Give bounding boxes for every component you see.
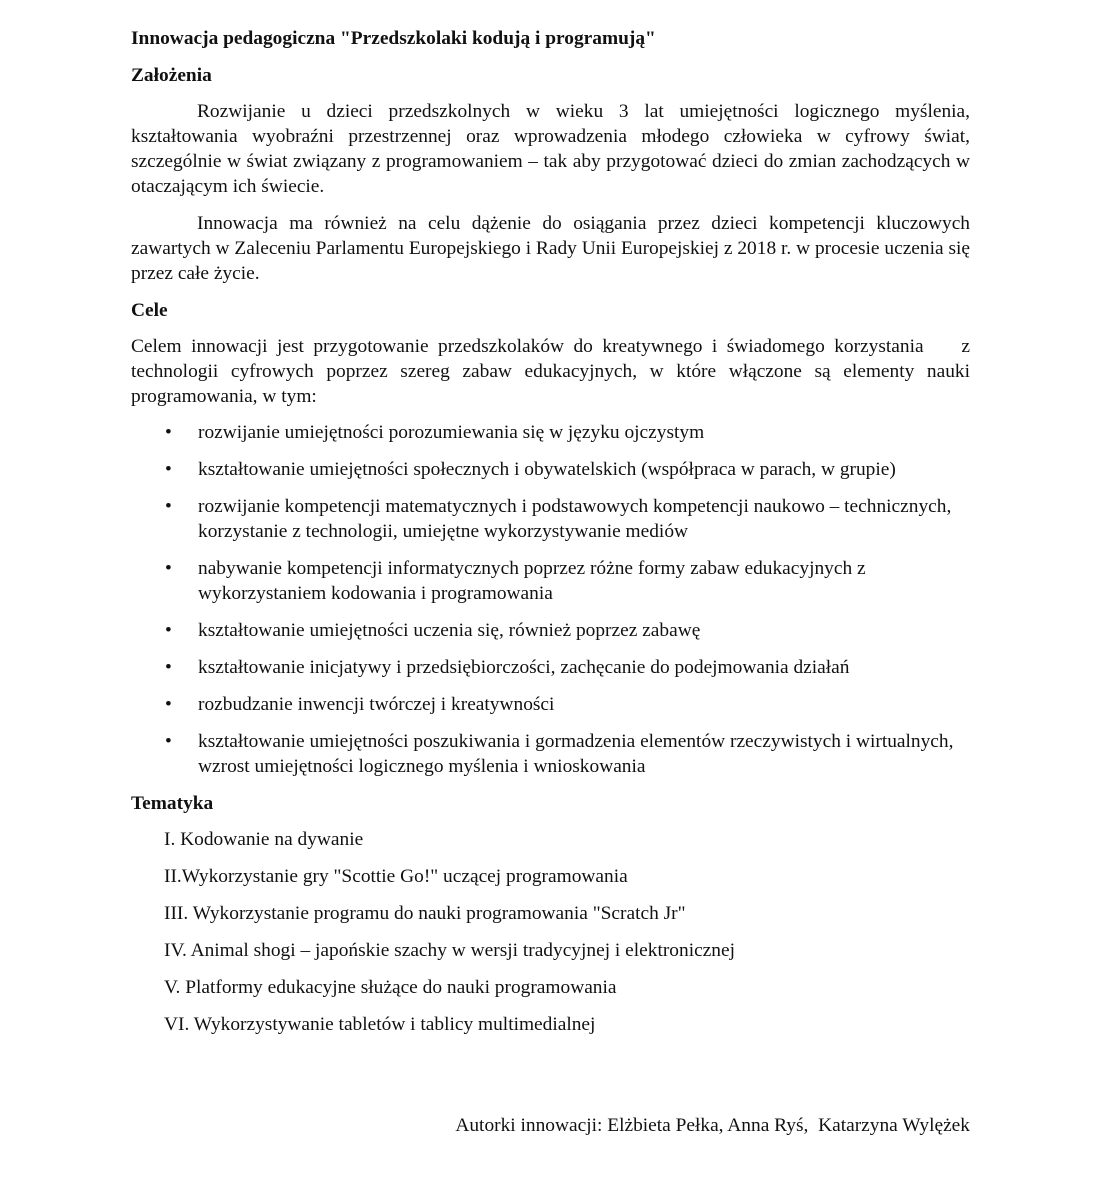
list-item-text: nabywanie kompetencji informatycznych poprzez różne formy zabaw edukacyjnych z wykorzystaniem kodowania i programowania <box>198 558 866 604</box>
list-item-text: kształtowanie umiejętności poszukiwania i gormadzenia elementów rzeczywistych i wirtualnych, wzrost umiejętności logicznego myślenia i wnioskowania <box>198 731 954 777</box>
list-item-text: kształtowanie umiejętności społecznych i obywatelskich (współpraca w parach, w grupie) <box>198 459 896 480</box>
topics-list <box>131 827 970 1037</box>
topic-item: II.Wykorzystanie gry "Scottie Go!" uczącej programowania <box>164 866 628 887</box>
section-heading-cele: Cele <box>131 300 168 321</box>
list-item-text: rozbudzanie inwencji twórczej i kreatywności <box>198 694 555 715</box>
list-item <box>131 729 970 779</box>
bullet-icon: • <box>165 496 172 517</box>
list-item <box>131 556 970 606</box>
bullet-icon: • <box>165 558 172 579</box>
list-item <box>131 692 970 717</box>
topic-item: IV. Animal shogi – japońskie szachy w wersji tradycyjnej i elektronicznej <box>164 940 735 961</box>
document-body <box>131 26 975 1049</box>
topic-item: V. Platformy edukacyjne służące do nauki programowania <box>164 977 617 998</box>
bullet-icon: • <box>165 459 172 480</box>
list-item-text: rozwijanie kompetencji matematycznych i podstawowych kompetencji naukowo – technicznych, korzystanie z technologii, umiejętne wykorzystywanie mediów <box>198 496 952 542</box>
list-item <box>131 420 970 445</box>
authors-signature: Autorki innowacji: Elżbieta Pełka, Anna Ryś, Katarzyna Wylężek <box>455 1115 970 1136</box>
list-item-text: rozwijanie umiejętności porozumiewania się w języku ojczystym <box>198 422 705 443</box>
list-item-text: kształtowanie umiejętności uczenia się, również poprzez zabawę <box>198 620 701 641</box>
cele-intro-paragraph: Celem innowacji jest przygotowanie przedszkolaków do kreatywnego i świadomego korzystania z technologii cyfrowych poprzez szereg zabaw edukacyjnych, w które włączone są elementy nauki programowania, w tym: <box>131 336 975 407</box>
list-item <box>131 457 970 482</box>
zalozenia-paragraph-1: Rozwijanie u dzieci przedszkolnych w wieku 3 lat umiejętności logicznego myślenia, kształtowania wyobraźni przestrzennej oraz wprowadzenia młodego człowieka w cyfrowy świat, szczególnie w świat związany z programowaniem – tak aby przygotować dzieci do zmian zachodzących w otaczającym ich świecie. <box>131 101 970 197</box>
bullet-icon: • <box>165 694 172 715</box>
topic-item: III. Wykorzystanie programu do nauki programowania "Scratch Jr" <box>164 903 686 924</box>
bullet-icon: • <box>165 620 172 641</box>
topic-item: VI. Wykorzystywanie tabletów i tablicy multimedialnej <box>164 1014 596 1035</box>
list-item <box>131 618 970 643</box>
goals-list <box>131 420 970 779</box>
bullet-icon: • <box>165 422 172 443</box>
zalozenia-paragraph-2: Innowacja ma również na celu dążenie do osiągania przez dzieci kompetencji kluczowych zawartych w Zaleceniu Parlamentu Europejskiego i Rady Unii Europejskiej z 2018 r. w procesie uczenia się przez całe życie. <box>131 213 970 284</box>
list-item <box>131 655 970 680</box>
list-item <box>131 494 970 544</box>
topic-item: I. Kodowanie na dywanie <box>164 829 364 850</box>
document-title: Innowacja pedagogiczna "Przedszkolaki kodują i programują" <box>131 28 656 49</box>
bullet-icon: • <box>165 731 172 752</box>
section-heading-zalozenia: Założenia <box>131 65 212 86</box>
section-heading-tematyka: Tematyka <box>131 793 214 814</box>
list-item-text: kształtowanie inicjatywy i przedsiębiorczości, zachęcanie do podejmowania działań <box>198 657 850 678</box>
bullet-icon: • <box>165 657 172 678</box>
